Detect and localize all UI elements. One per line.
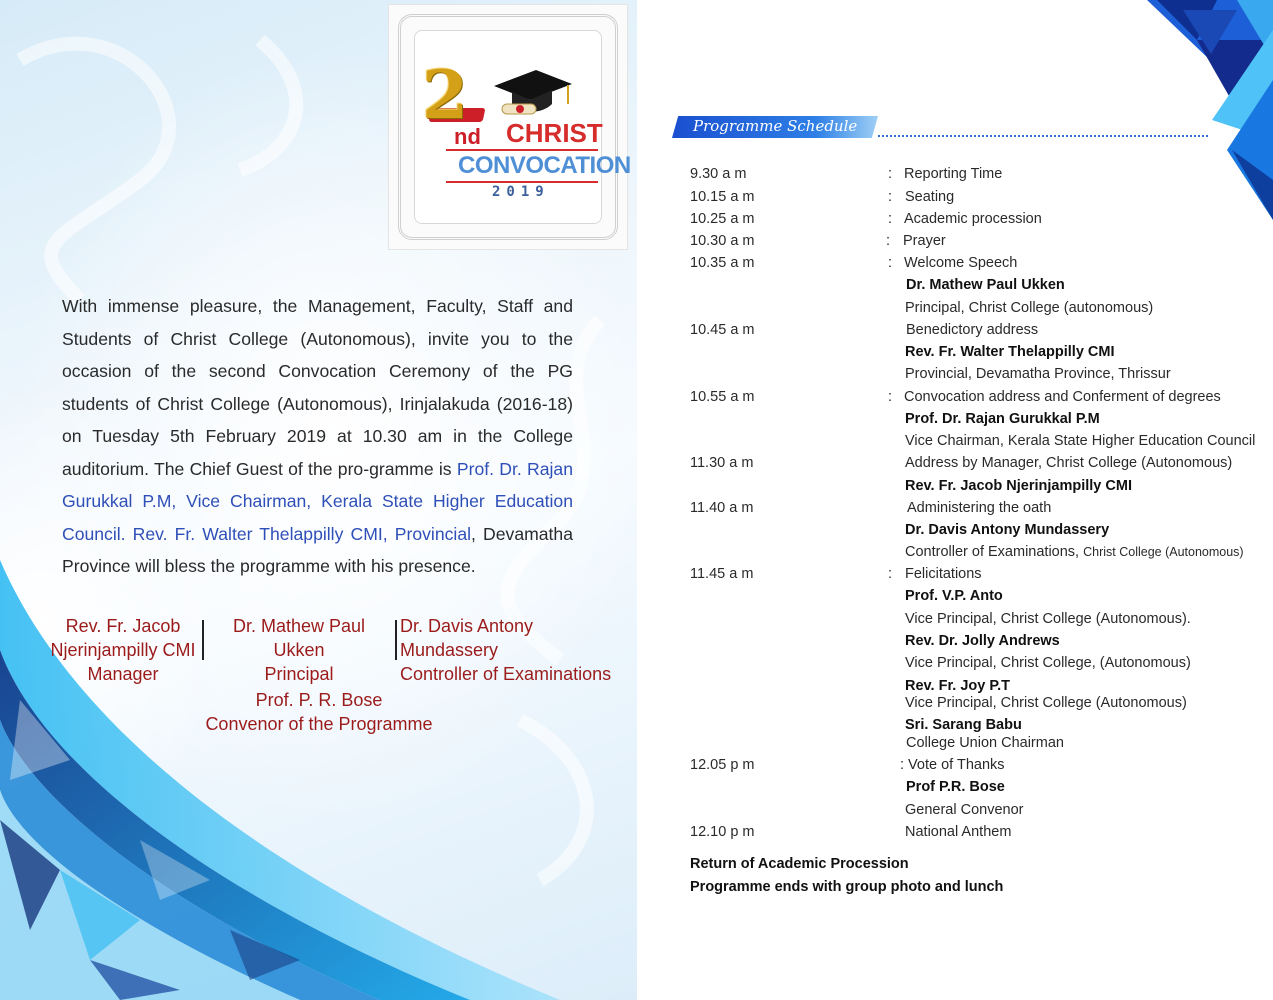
invitation-paragraph: [62, 290, 573, 583]
invitation-text-part2: , Devamatha Province will bless the programme with his presence.: [62, 523, 574, 576]
schedule-event: National Anthem: [905, 824, 1012, 840]
logo-number: 2: [422, 56, 468, 134]
schedule-event: Convocation address and Conferment of degrees: [904, 389, 1221, 405]
signatory-principal-role: Principal: [264, 664, 334, 684]
schedule-person-role-small: Christ College (Autonomous): [1083, 545, 1244, 559]
schedule-person-name: Prof. V.P. Anto: [905, 588, 1003, 604]
signatory-divider: [395, 620, 397, 660]
schedule-person-role: [905, 542, 1244, 562]
schedule-separator: :: [888, 389, 893, 405]
schedule-separator: :: [888, 189, 893, 205]
schedule-person-role: Vice Chairman, Kerala State Higher Education Council: [905, 433, 1256, 449]
schedule-time: 12.05 p m: [690, 757, 755, 773]
signatory-convenor-role: Convenor of the Programme: [205, 714, 433, 734]
logo-event-name: CONVOCATION: [458, 152, 631, 179]
schedule-time: 10.25 a m: [690, 211, 755, 227]
signatory-principal-name: Dr. Mathew Paul Ukken: [232, 616, 366, 660]
schedule-event: Welcome Speech: [904, 255, 1018, 271]
schedule-event: Academic procession: [904, 211, 1042, 227]
schedule-person-role-main: Controller of Examinations,: [905, 544, 1080, 560]
signatory-convenor: [200, 688, 438, 736]
logo-rule-bottom: [446, 181, 598, 183]
logo-year: 2019: [492, 184, 550, 200]
schedule-person-name: Rev. Fr. Joy P.T: [905, 678, 1011, 694]
schedule-title: Programme Schedule: [693, 117, 858, 135]
schedule-person-role: College Union Chairman: [906, 735, 1064, 751]
schedule-separator: :: [888, 166, 893, 182]
schedule-time: 11.30 a m: [690, 455, 754, 471]
schedule-separator: :: [888, 211, 893, 227]
schedule-person-name: Sri. Sarang Babu: [905, 717, 1022, 733]
schedule-event: Address by Manager, Christ College (Autonomous): [905, 455, 1233, 471]
signatory-controller: [400, 614, 626, 686]
schedule-person-name: Dr. Mathew Paul Ukken: [906, 277, 1065, 293]
schedule-person-role: General Convenor: [905, 802, 1024, 818]
schedule-person-name: Rev. Dr. Jolly Andrews: [905, 633, 1060, 649]
schedule-time: 10.15 a m: [690, 189, 755, 205]
signatory-divider: [202, 620, 204, 660]
schedule-event: Prayer: [903, 233, 946, 249]
schedule-footer-line: Programme ends with group photo and lunch: [690, 879, 1004, 895]
schedule-event: Felicitations: [905, 566, 982, 582]
convocation-logo: [388, 4, 631, 250]
invitation-text-part1: With immense pleasure, the Management, Faculty, Staff and Students of Christ College (Autonomous), invite you to the occasion of the second Convocation Ceremony of the PG students of Christ College (Autonomous), Irinjalakuda (2016-18) on Tuesday 5th February 2019 at 10.30 am in the College auditorium. The Chief Guest of the pro-gramme is: [62, 296, 573, 479]
schedule-person-name: Rev. Fr. Jacob Njerinjampilly CMI: [905, 478, 1132, 494]
schedule-time: 11.45 a m: [690, 566, 754, 582]
logo-college-name: CHRIST: [506, 118, 603, 148]
schedule-separator: :: [888, 566, 893, 582]
invitation-chief-guest-highlight: Prof. Dr. Rajan Gurukkal P.M, Vice Chairman, Kerala State Higher Education Council. Rev. Fr. Walter Thelappilly CMI, Provincial: [62, 458, 574, 544]
schedule-person-role: Vice Principal, Christ College (Autonomous): [905, 695, 1187, 711]
schedule-person-role: Vice Principal, Christ College (Autonomous).: [905, 611, 1191, 627]
signatory-convenor-name: Prof. P. R. Bose: [255, 690, 383, 710]
schedule-event: : Vote of Thanks: [900, 757, 1005, 773]
graduation-cap-icon: [484, 64, 574, 124]
signatory-manager-role: Manager: [87, 664, 159, 684]
schedule-person-name: Dr. Davis Antony Mundassery: [905, 522, 1110, 538]
schedule-person-name: Prof. Dr. Rajan Gurukkal P.M: [905, 411, 1100, 427]
schedule-person-role: Principal, Christ College (autonomous): [905, 300, 1154, 316]
schedule-person-role: Vice Principal, Christ College, (Autonomous): [905, 655, 1191, 671]
schedule-person-name: Rev. Fr. Walter Thelappilly CMI: [905, 344, 1115, 360]
schedule-event: Reporting Time: [904, 166, 1003, 182]
schedule-separator: :: [888, 255, 893, 271]
schedule-time: 10.45 a m: [690, 322, 755, 338]
signatory-manager-name-line2: Njerinjampilly CMI: [50, 640, 196, 660]
schedule-time: 10.30 a m: [690, 233, 755, 249]
schedule-time: 10.35 a m: [690, 255, 755, 271]
signatory-manager-name-line1: Rev. Fr. Jacob: [65, 616, 181, 636]
schedule-dotted-rule: [878, 135, 1208, 137]
schedule-event: Administering the oath: [907, 500, 1052, 516]
schedule-time: 12.10 p m: [690, 824, 755, 840]
schedule-time: 9.30 a m: [690, 166, 747, 182]
schedule-event: Seating: [905, 189, 955, 205]
schedule-person-role: Provincial, Devamatha Province, Thrissur: [905, 366, 1171, 382]
schedule-time: 10.55 a m: [690, 389, 755, 405]
schedule-separator: :: [886, 233, 891, 249]
signatory-manager: [46, 614, 200, 686]
logo-rule-top: [446, 149, 598, 151]
schedule-person-name: Prof P.R. Bose: [906, 779, 1005, 795]
schedule-time: 11.40 a m: [690, 500, 754, 516]
schedule-footer-line: Return of Academic Procession: [690, 856, 909, 872]
logo-ordinal-suffix: nd: [454, 124, 481, 149]
signatory-controller-name: Dr. Davis Antony Mundassery: [400, 616, 534, 660]
signatory-controller-role: Controller of Examinations: [400, 664, 612, 684]
signatory-principal: [206, 614, 392, 686]
schedule-event: Benedictory address: [906, 322, 1039, 338]
